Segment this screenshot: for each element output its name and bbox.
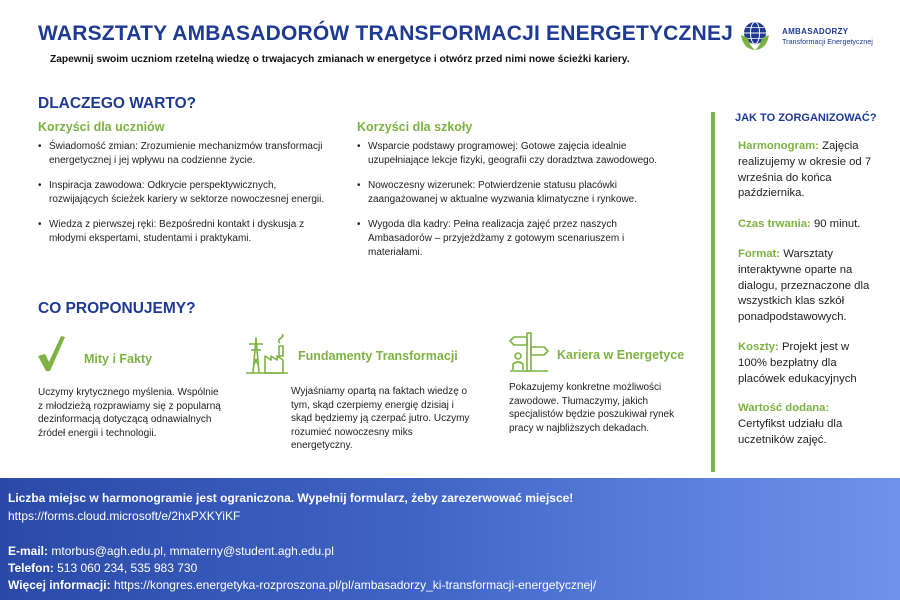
checkmark-icon (36, 334, 66, 372)
offer-desc-myths: Uczymy krytycznego myślenia. Wspólnie z młodzieżą rozprawiamy się z popularną dezinformacją dotyczącą odnawialnych źródeł energii i technologii. (38, 387, 221, 439)
phone-number: 513 060 234, 535 983 730 (57, 561, 198, 575)
divider (711, 112, 715, 472)
footer-banner (0, 478, 900, 600)
info-text: Zajęcia realizujemy w okresie od 7 września do końca października. (738, 140, 872, 200)
info-text: 90 minut. (813, 218, 861, 230)
footer-notice: Liczba miejsc w harmonogramie jest ograniczona. Wypełnij formularz, żeby zarezerwować miejsce! (8, 491, 574, 505)
form-link[interactable]: https://forms.cloud.microsoft/e/2hxPXKYiKF (8, 509, 241, 523)
list-item: • Inspiracja zawodowa: Odkrycie perspektywicznych, rozwijających ścieżek kariery w sektorze nowoczesnej energii. (38, 179, 333, 206)
page-title: WARSZTATY AMBASADORÓW TRANSFORMACJI ENERGETYCZNEJ (38, 22, 734, 45)
list-item: • Wygoda dla kadry: Pełna realizacja zajęć przez naszych Ambasadorów – przyjeżdżamy z gotowym scenariuszem i materiałami. (357, 218, 675, 259)
power-plant-icon (244, 334, 290, 374)
info-added-value (738, 401, 878, 448)
info-label: Wartość dodana: (738, 402, 830, 414)
organize-heading: JAK TO ZORGANIZOWAĆ? (735, 112, 877, 124)
info-duration (738, 217, 878, 233)
logo-name: AMBASADORZY (782, 27, 849, 36)
info-label: Czas trwania: (738, 218, 811, 230)
list-item: • Wsparcie podstawy programowej: Gotowe zajęcia idealnie uzupełniające lekcje fizyki, geografii czy doradztwa zawodowego. (357, 140, 675, 167)
info-label: Harmonogram: (738, 140, 819, 152)
offer-title-career: Kariera w Energetyce (557, 348, 685, 362)
contact-phone (8, 561, 197, 575)
offer-desc-foundations: Wyjaśniamy opartą na faktach wiedzę o tym, skąd czerpiemy energię dzisiaj i skąd będziemy ją czerpać jutro. Uczymy rozumieć nowoczesny miks energetyczny. (291, 386, 470, 452)
email-label: E-mail: (8, 544, 49, 558)
logo (738, 18, 893, 56)
more-info (8, 578, 596, 592)
offer-title-myths: Mity i Fakty (84, 352, 153, 366)
offer-title-foundations: Fundamenty Transformacji (298, 349, 458, 363)
info-schedule (738, 139, 878, 202)
why-heading: DLACZEGO WARTO? (38, 95, 197, 112)
email-link[interactable]: mtorbus@agh.edu.pl, mmaterny@student.agh.edu.pl (51, 544, 334, 558)
students-heading: Korzyści dla uczniów (38, 120, 165, 134)
contact-email (8, 544, 334, 558)
info-text: Warsztaty interaktywne oparte na dialogu, przeznaczone dla wszystkich klas szkół ponadpodstawowych. (738, 248, 870, 324)
page-subtitle: Zapewnij swoim uczniom rzetelną wiedzę o trwajacych zmianach w energetyce i otwórz przed nimi nowe ścieżki kariery. (50, 54, 630, 65)
info-text: Projekt jest w 100% bezpłatny dla placówek edukacyjnych (738, 341, 857, 385)
info-costs (738, 340, 878, 387)
more-info-label: Więcej informacji: (8, 578, 111, 592)
list-item: • Świadomość zmian: Zrozumienie mechanizmów transformacji energetycznej i jej wpływu na codzienne życie. (38, 140, 333, 167)
list-item: • Nowoczesny wizerunek: Potwierdzenie statusu placówki zaangażowanej w aktualne wyzwania klimatyczne i rynkowe. (357, 179, 675, 206)
logo-subtitle: Transformacji Energetycznej (782, 37, 873, 46)
phone-label: Telefon: (8, 561, 54, 575)
info-format (738, 247, 878, 326)
offer-desc-career: Pokazujemy konkretne możliwości zawodowe. Tłumaczymy, jakich specjalistów będzie poszukiwał rynek pracy w najbliższych dekadach. (509, 382, 675, 434)
offer-heading: CO PROPONUJEMY? (38, 300, 196, 317)
list-item: • Wiedza z pierwszej ręki: Bezpośredni kontakt i dyskusja z młodymi ekspertami, studentami i praktykami. (38, 218, 333, 245)
students-benefits-list (38, 140, 333, 258)
info-text: Certyfikst udziału dla uczetników zajęć. (738, 417, 843, 446)
school-heading: Korzyści dla szkoły (357, 120, 473, 134)
signpost-icon (508, 330, 550, 372)
info-label: Format: (738, 248, 781, 260)
school-benefits-list (357, 140, 675, 271)
more-info-link[interactable]: https://kongres.energetyka-rozproszona.pl/pl/ambasadorzy_ki-transformacji-energetycznej/ (113, 578, 597, 592)
info-label: Koszty: (738, 341, 779, 353)
globe-icon (738, 18, 772, 52)
